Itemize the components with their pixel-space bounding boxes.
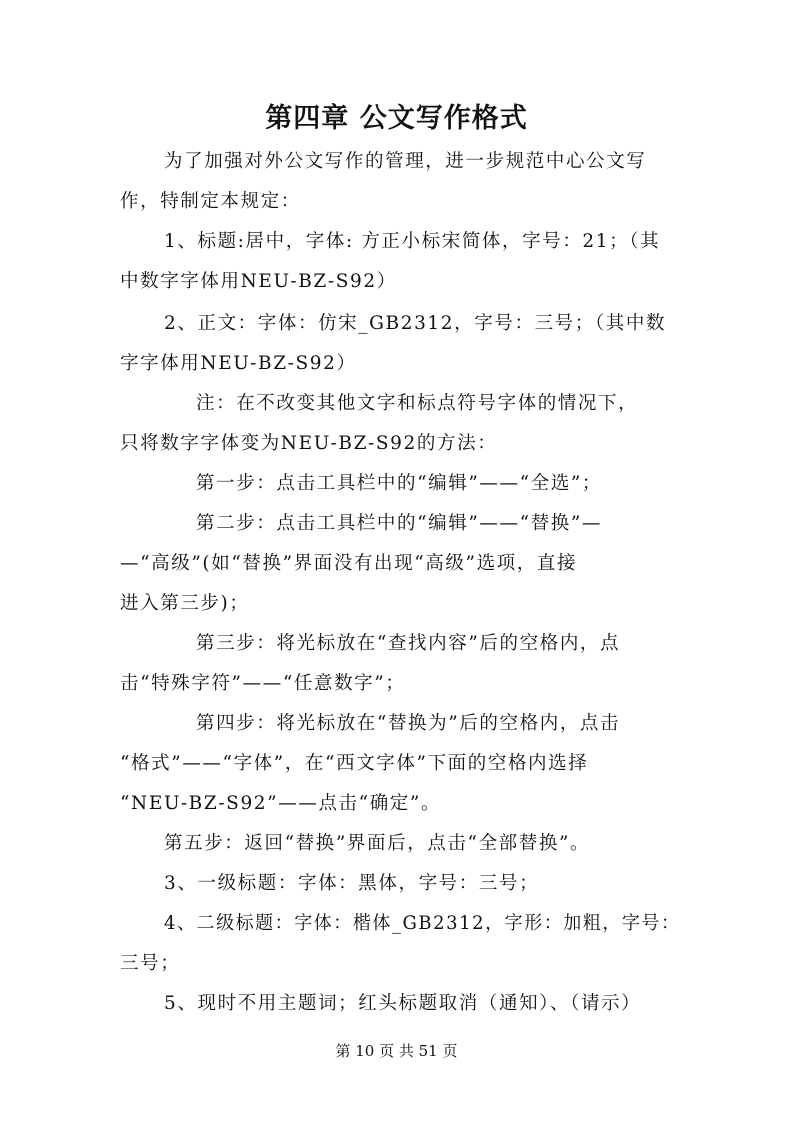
paragraph-line: 5、现时不用主题词；红头标题取消（通知）、（请示） — [164, 993, 642, 1014]
paragraph-line: 中数字字体用NEU-BZ-S92） — [120, 271, 397, 292]
paragraph-line: 三号； — [120, 953, 181, 974]
page-footer: 第 10 页 共 51 页 — [335, 1042, 458, 1060]
paragraph-line: 3、一级标题：字体：黑体，字号：三号； — [164, 873, 540, 894]
paragraph-line: 字字体用NEU-BZ-S92） — [120, 353, 357, 374]
paragraph-line: 只将数字字体变为NEU-BZ-S92的方法： — [120, 433, 498, 454]
paragraph-line: “格式”——“字体”，在“西文字体”下面的空格内选择 — [120, 753, 589, 774]
paragraph-line: 2、正文：字体：仿宋_GB2312，字号：三号；（其中数 — [164, 313, 667, 334]
chapter-title: 第四章 公文写作格式 — [265, 103, 528, 134]
paragraph-line: 作，特制定本规定： — [120, 191, 301, 212]
paragraph-line: 第二步：点击工具栏中的“编辑”——“替换”— — [196, 513, 603, 534]
paragraph-line: —“高级”(如“替换”界面没有出现“高级”选项，直接 — [120, 553, 578, 574]
paragraph-line: 为了加强对外公文写作的管理，进一步规范中心公文写 — [164, 151, 647, 172]
paragraph-line: 击“特殊字符”——“任意数字”； — [120, 673, 406, 694]
paragraph-line: 4、二级标题：字体：楷体_GB2312，字形：加粗，字号： — [164, 913, 681, 934]
paragraph-line: 进入第三步)； — [120, 593, 250, 614]
paragraph-line: 1、标题:居中，字体: 方正小标宋简体，字号：21；（其 — [164, 231, 661, 252]
paragraph-line: 第五步：返回“替换”界面后，点击“全部替换”。 — [164, 833, 591, 854]
paragraph-line: “NEU-BZ-S92”——点击“确定”。 — [120, 793, 442, 814]
paragraph-line: 第一步：点击工具栏中的“编辑”——“全选”； — [196, 473, 603, 494]
paragraph-line: 注：在不改变其他文字和标点符号字体的情况下， — [196, 393, 639, 414]
paragraph-line: 第三步：将光标放在“查找内容”后的空格内，点 — [196, 633, 621, 654]
paragraph-line: 第四步：将光标放在“替换为”后的空格内，点击 — [196, 713, 621, 734]
